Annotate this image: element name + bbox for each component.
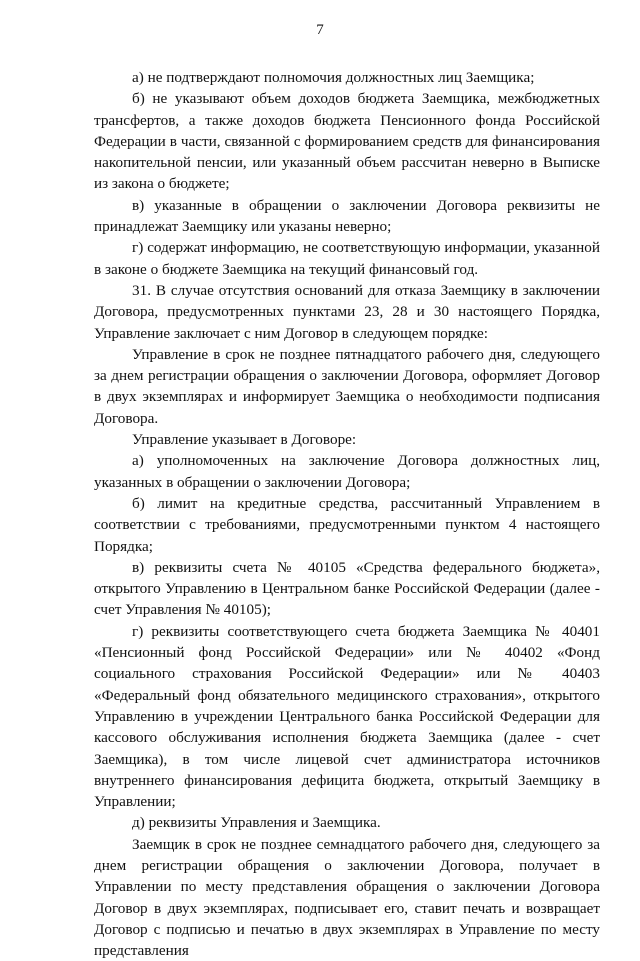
list-item-a-officials: а) уполномоченных на заключение Договора должностных лиц, указанных в обращении о заключении Договора; [94,452,600,491]
list-item-d-requisites: д) реквизиты Управления и Заемщика. [132,814,381,832]
paragraph-a-powers: а) не подтверждают полномочия должностных лиц Заемщика; [132,69,535,86]
paragraph-v-requisites: в) указанные в обращении о заключении Договора реквизиты не принадлежат Заемщику или указаны неверно; [94,196,600,236]
paragraph-borrower-deadline: Заемщик в срок не позднее семнадцатого рабочего дня, следующего за днем регистрации обращения о заключении Договора, получает в Управлении по месту представления обращения о заключении Договора Договор в двух экземплярах, подписывает его, ставит печать и возвращает Договор с подписью и печатью в двух экземплярах в Управление по месту представления [94,835,600,960]
document-body [94,67,600,961]
list-item-v-account-40105: в) реквизиты счета № 40105 «Средства федерального бюджета», открытого Управлению в Центральном банке Российской Федерации (далее - счет Управления № 40105); [94,558,600,619]
paragraph-management-deadline: Управление в срок не позднее пятнадцатого рабочего дня, следующего за днем регистрации обращения о заключении Договора, оформляет Договор в двух экземплярах и информирует Заемщика о необходимости подписания Договора. [94,345,600,427]
paragraph-management-specifies: Управление указывает в Договоре: [132,431,357,449]
paragraph-31: 31. В случае отсутствия оснований для отказа Заемщику в заключении Договора, предусмотренных пунктами 23, 28 и 30 настоящего Порядка, Управление заключает с ним Договор в следующем порядке: [94,281,600,342]
paragraph-b-budget-volume: б) не указывают объем доходов бюджета Заемщика, межбюджетных трансфертов, а также доходов бюджета Пенсионного фонда Российской Федерации в части, связанной с формированием средств для финансирования накопительной пенсии, или указанный объем рассчитан неверно в Выписке из закона о бюджете; [94,90,600,193]
list-item-b-credit-limit: б) лимит на кредитные средства, рассчитанный Управлением в соответствии с требованиями, предусмотренными пунктом 4 настоящего Порядка; [94,494,600,555]
paragraph-g-information: г) содержат информацию, не соответствующую информации, указанной в законе о бюджете Заемщика на текущий финансовый год. [94,239,600,278]
page-number: 7 [316,22,324,38]
list-item-g-borrower-account: г) реквизиты соответствующего счета бюджета Заемщика № 40401 «Пенсионный фонд Российской Федерации» или № 40402 «Фонд социального страхования Российской Федерации» или № 40403 «Федеральный фонд обязательного медицинского страхования», открытого Управлению в учреждении Центрального банка Российской Федерации для кассового обслуживания исполнения бюджета Заемщика (далее - счет Заемщика), в том числе лицевой счет администратора источников внутреннего финансирования дефицита бюджета, открытый Заемщику в Управлении; [94,622,600,811]
